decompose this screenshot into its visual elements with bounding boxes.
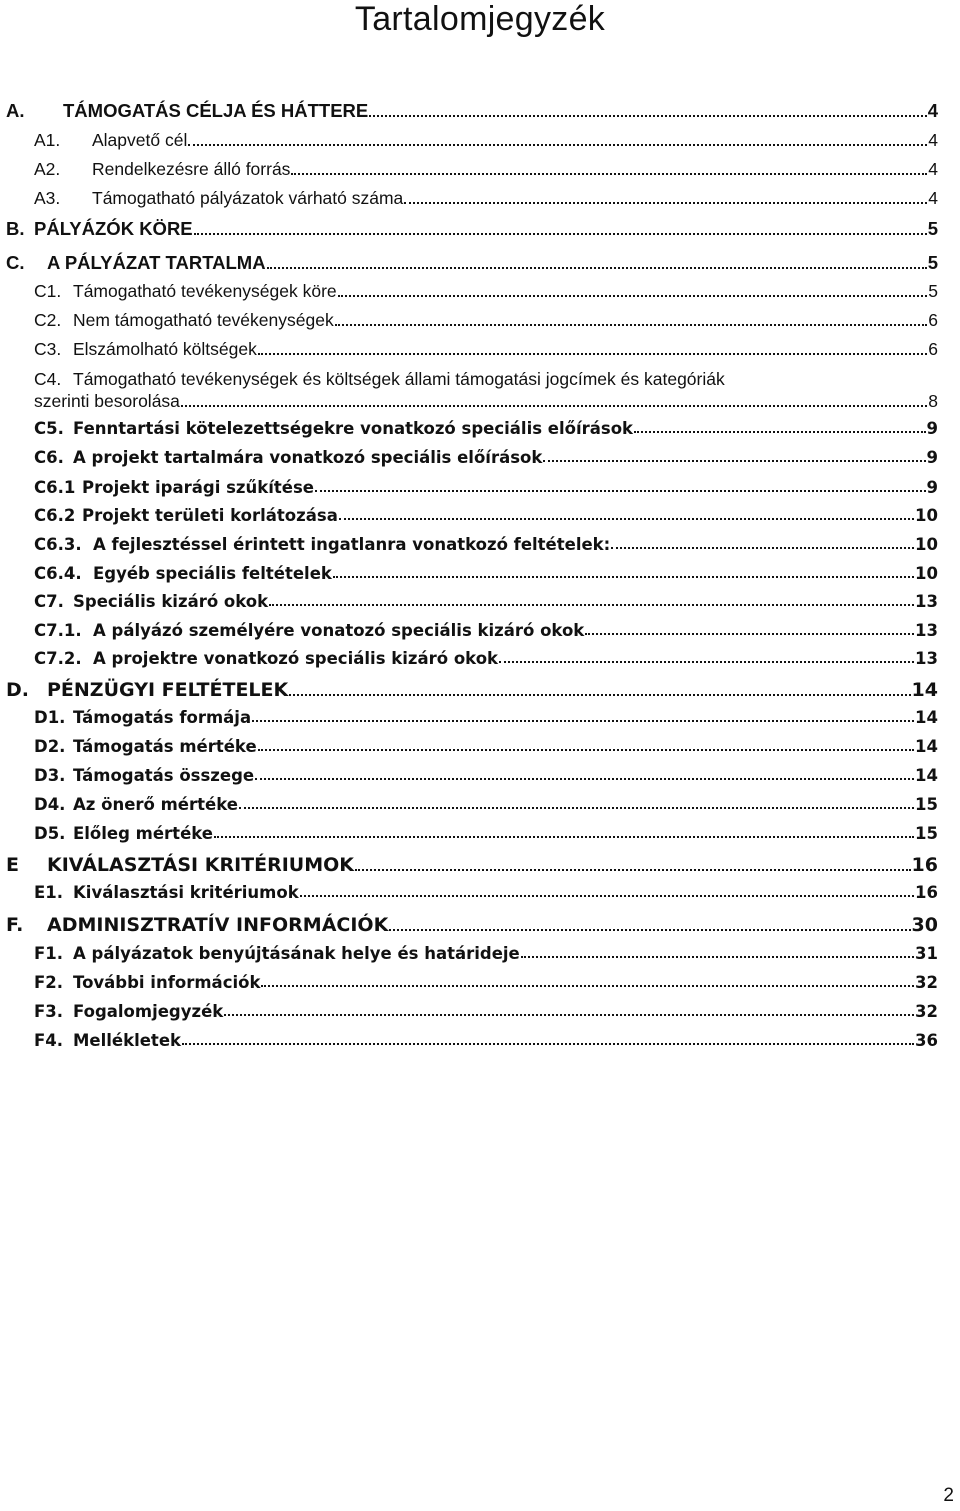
toc-entry-number: F.: [6, 914, 24, 936]
toc-entry-page: 32: [915, 1002, 938, 1021]
toc-entry-page: 10: [915, 564, 938, 583]
toc-entry-page: 4: [928, 188, 938, 208]
toc-entry-number: A2.: [34, 159, 61, 179]
dot-leader: [315, 488, 926, 492]
toc-entry-title: A projektre vonatkozó speciális kizáró okok: [93, 649, 499, 668]
toc-entry-leader-row: [73, 973, 938, 992]
toc-entry-page: 15: [915, 795, 938, 814]
toc-entry-page: 6: [928, 310, 938, 330]
toc-entry-number: D3.: [34, 766, 66, 785]
toc-entry-leader-row: [73, 883, 938, 902]
toc-entry-title: Mellékletek: [73, 1031, 181, 1050]
dot-leader: [333, 574, 914, 578]
toc-entry-page: 5: [927, 252, 938, 273]
toc-entry-number: C5.: [34, 419, 64, 438]
dot-leader: [335, 322, 928, 326]
page-number: 2: [943, 1485, 954, 1506]
toc-entry-number: C7.1.: [34, 621, 82, 640]
toc-entry-leader-row: [73, 281, 938, 302]
toc-entry-title: ADMINISZTRATÍV INFORMÁCIÓK: [47, 914, 389, 936]
toc-entry-leader-row: [73, 795, 938, 814]
toc-entry-page: 15: [915, 824, 938, 843]
toc-entry-leader-row: [63, 100, 938, 122]
toc-entry-title-continued: szerinti besorolása: [34, 391, 180, 411]
toc-entry-leader-row: [92, 159, 938, 180]
toc-entry-page: 30: [911, 914, 938, 936]
toc-entry-leader-row: [82, 478, 938, 497]
toc-entry-number: D2.: [34, 737, 66, 756]
toc-entry-title: Fenntartási kötelezettségekre vonatkozó speciális előírások: [73, 419, 634, 438]
toc-entry-number: F3.: [34, 1002, 64, 1021]
dot-leader: [252, 718, 914, 722]
toc-entry-leader-row: [47, 854, 938, 876]
toc-entry-number: F1.: [34, 944, 64, 963]
toc-entry-number: A.: [6, 100, 25, 121]
toc-entry-leader-row: [93, 621, 938, 640]
dot-leader: [255, 776, 914, 780]
toc-entry-page: 8: [928, 391, 938, 411]
toc-entry-page: 4: [927, 100, 938, 121]
dot-leader: [194, 231, 927, 235]
toc-entry-title: A projekt tartalmára vonatkozó speciális előírások: [73, 448, 543, 467]
toc-entry-title: Támogatható tevékenységek és költségek állami támogatási jogcímek és kategóriák: [73, 369, 725, 389]
toc-entry-leader-row: [47, 914, 938, 936]
dot-leader: [300, 893, 914, 897]
dot-leader: [224, 1012, 914, 1016]
toc-entry-page: 14: [915, 766, 938, 785]
toc-entry-leader-row: [82, 506, 938, 525]
toc-entry-title: Egyéb speciális feltételek: [93, 564, 332, 583]
toc-entry-page: 6: [928, 339, 938, 359]
toc-entry-title: A pályázatok benyújtásának helye és határideje: [73, 944, 520, 963]
dot-leader: [181, 403, 927, 407]
dot-leader: [188, 142, 927, 146]
toc-entry-leader-row: [47, 679, 938, 701]
toc-entry-number: B.: [6, 218, 25, 239]
toc-entry-leader-row: [73, 944, 938, 963]
toc-entry-title: PÉNZÜGYI FELTÉTELEK: [47, 679, 289, 701]
toc-entry-title: Támogatás formája: [73, 708, 252, 727]
toc-entry-leader-row: [93, 535, 938, 554]
dot-leader: [182, 1041, 914, 1045]
dot-leader: [261, 983, 914, 987]
toc-entry-page: 31: [915, 944, 938, 963]
toc-entry-title: Támogatás összege: [73, 766, 255, 785]
dot-leader: [258, 747, 914, 751]
dot-leader: [369, 113, 926, 117]
toc-entry-title: Alapvető cél: [92, 130, 188, 150]
toc-entry-number: C3.: [34, 339, 62, 359]
toc-entry-leader-row: [93, 564, 938, 583]
dot-leader: [499, 659, 914, 663]
toc-entry-leader-row: [73, 1031, 938, 1050]
toc-entry-page: 36: [915, 1031, 938, 1050]
toc-entry-number: D4.: [34, 795, 66, 814]
dot-leader: [543, 458, 925, 462]
toc-entry-title: Kiválasztási kritériumok: [73, 883, 299, 902]
page-title: Tartalomjegyzék: [354, 0, 606, 38]
toc-entry-number: C2.: [34, 310, 62, 330]
toc-entry-page: 9: [926, 478, 938, 497]
toc-entry-number: C6.4.: [34, 564, 82, 583]
toc-entry-number: C7.2.: [34, 649, 82, 668]
toc-entry-title: PÁLYÁZÓK KÖRE: [34, 218, 193, 239]
toc-entry-number: F2.: [34, 973, 64, 992]
toc-entry-number: C7.: [34, 592, 64, 611]
toc-entry-leader-row: [34, 218, 938, 240]
dot-leader: [611, 545, 914, 549]
toc-entry-leader-row: [73, 448, 938, 467]
toc-entry-number: F4.: [34, 1031, 64, 1050]
toc-entry-title: Projekt iparági szűkítése: [82, 478, 314, 497]
toc-entry-title: TÁMOGATÁS CÉLJA ÉS HÁTTERE: [63, 100, 369, 121]
dot-leader: [404, 200, 927, 204]
toc-entry-title: Támogatható pályázatok várható száma: [92, 188, 404, 208]
toc-entry-page: 14: [915, 737, 938, 756]
toc-entry-page: 4: [928, 130, 938, 150]
toc-entry-page: 10: [915, 506, 938, 525]
toc-entry-leader-row: [34, 391, 938, 412]
dot-leader: [585, 631, 914, 635]
toc-entry-page: 9: [926, 448, 938, 467]
toc-entry-page: 9: [926, 419, 938, 438]
toc-entry-title: További információk: [73, 973, 261, 992]
toc-entry-title: KIVÁLASZTÁSI KRITÉRIUMOK: [47, 854, 355, 876]
toc-entry-page: 14: [911, 679, 938, 701]
dot-leader: [634, 429, 925, 433]
toc-entry-number: D1.: [34, 708, 66, 727]
dot-leader: [389, 927, 910, 931]
toc-entry-leader-row: [73, 1002, 938, 1021]
toc-entry-leader-row: [73, 419, 938, 438]
dot-leader: [339, 516, 914, 520]
toc-entry-title: Az önerő mértéke: [73, 795, 238, 814]
toc-entry-title: Fogalomjegyzék: [73, 1002, 224, 1021]
toc-entry-title: Projekt területi korlátozása: [82, 506, 338, 525]
toc-entry-title: Támogatás mértéke: [73, 737, 257, 756]
toc-entry-title: Rendelkezésre álló forrás: [92, 159, 291, 179]
toc-entry-number: D5.: [34, 824, 66, 843]
dot-leader: [521, 954, 914, 958]
toc-entry-number: C.: [6, 252, 25, 273]
toc-entry-page: 14: [915, 708, 938, 727]
dot-leader: [239, 805, 914, 809]
toc-entry-title: A fejlesztéssel érintett ingatlanra vonatkozó feltételek:: [93, 535, 611, 554]
toc-entry-leader-row: [73, 708, 938, 727]
toc-entry-leader-row: [73, 310, 938, 331]
toc-entry-page: 16: [915, 883, 938, 902]
toc-entry-title: Elszámolható költségek: [73, 339, 257, 359]
toc-entry-page: 13: [915, 649, 938, 668]
toc-entry-page: 32: [915, 973, 938, 992]
toc-entry-leader-row: [92, 188, 938, 209]
dot-leader: [355, 867, 911, 871]
toc-entry-number: E: [6, 854, 19, 876]
toc-entry-number: D.: [6, 679, 29, 701]
toc-entry-number: C1.: [34, 281, 62, 301]
toc-entry-number: C6.: [34, 448, 64, 467]
toc-entry-number: E1.: [34, 883, 64, 902]
dot-leader: [291, 171, 927, 175]
toc-entry-leader-row: [73, 737, 938, 756]
dot-leader: [338, 293, 928, 297]
toc-entry-page: 5: [927, 218, 938, 239]
toc-entry-leader-row: [47, 252, 938, 274]
dot-leader: [267, 265, 927, 269]
dot-leader: [269, 602, 914, 606]
toc-entry-leader-row: [92, 130, 938, 151]
toc-entry-title: A pályázó személyére vonatozó speciális kizáró okok: [93, 621, 585, 640]
toc-entry-title: Támogatható tevékenységek köre: [73, 281, 337, 301]
toc-entry-number: C6.2: [34, 506, 76, 525]
toc-entry-page: 4: [928, 159, 938, 179]
toc-entry-number: A3.: [34, 188, 61, 208]
toc-entry-leader-row: [93, 649, 938, 668]
dot-leader: [214, 834, 914, 838]
toc-entry-title: A PÁLYÁZAT TARTALMA: [47, 252, 266, 273]
toc-entry-leader-row: [73, 824, 938, 843]
toc-entry-number: C6.1: [34, 478, 76, 497]
toc-entry-number: C4.: [34, 369, 62, 389]
dot-leader: [258, 351, 927, 355]
dot-leader: [289, 692, 910, 696]
toc-entry-page: 13: [915, 592, 938, 611]
toc-entry-page: 5: [928, 281, 938, 301]
toc-entry-title: Speciális kizáró okok: [73, 592, 269, 611]
toc-entry-number: C6.3.: [34, 535, 82, 554]
toc-entry-page: 13: [915, 621, 938, 640]
toc-entry-title: Nem támogatható tevékenységek: [73, 310, 334, 330]
toc-entry-title: Előleg mértéke: [73, 824, 213, 843]
toc-entry-leader-row: [73, 592, 938, 611]
toc-entry-page: 10: [915, 535, 938, 554]
toc-entry-page: 16: [911, 854, 938, 876]
toc-entry-number: A1.: [34, 130, 61, 150]
toc-entry-leader-row: [73, 339, 938, 360]
toc-entry-leader-row: [73, 766, 938, 785]
